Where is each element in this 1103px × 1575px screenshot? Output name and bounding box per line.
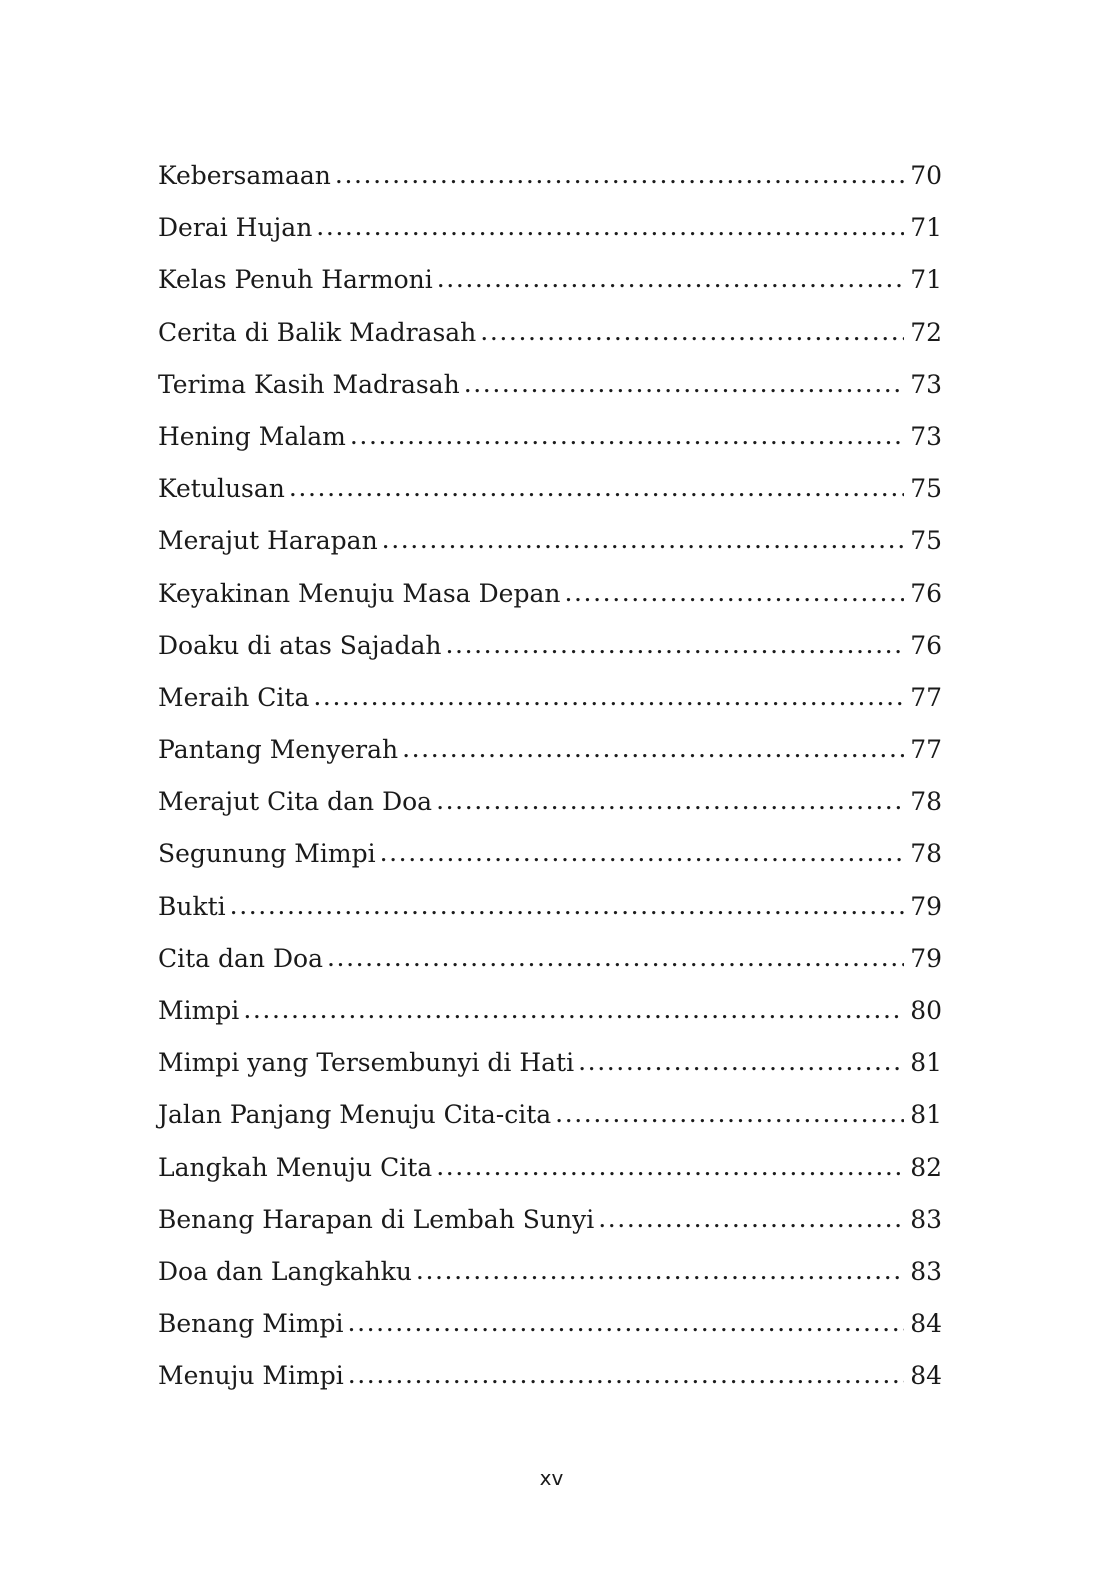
toc-entry-page: 72 [910,317,942,347]
toc-entry [158,202,942,254]
dot-leader [402,723,904,775]
dot-leader [327,932,904,984]
dot-leader [335,149,904,201]
toc-entry [158,828,942,880]
toc-entry-page: 76 [910,630,942,660]
dot-leader [316,201,904,253]
dot-leader [416,1245,904,1297]
toc-entry-title: Cerita di Balik Madrasah [158,317,477,347]
toc-entry [158,881,942,933]
toc-entry-title: Menuju Mimpi [158,1361,344,1391]
toc-entry-title: Cita dan Doa [158,943,323,973]
toc-entry-page: 80 [910,996,942,1025]
toc-entry-title: Merajut Harapan [158,526,378,556]
toc-entry-title: Meraih Cita [158,682,310,712]
dot-leader [382,514,905,566]
toc-entry [158,150,942,202]
toc-entry-title: Langkah Menuju Cita [158,1152,433,1182]
toc-entry [158,1246,942,1298]
dot-leader [445,619,904,671]
toc-entry-page: 82 [910,1152,942,1182]
toc-entry-page: 79 [910,943,942,973]
toc-entry [158,620,942,672]
toc-entry-page: 71 [910,265,942,295]
toc-entry-page: 83 [910,1256,942,1286]
toc-entry [158,1194,942,1246]
toc-entry-page: 78 [910,787,942,817]
toc-entry [158,515,942,567]
toc-entry-page: 84 [910,1309,942,1339]
toc-entry-page: 83 [910,1204,942,1234]
toc-entry-title: Ketulusan [158,474,285,504]
toc-entry-page: 75 [910,526,942,556]
toc-entry-page: 77 [910,735,942,765]
toc-entry-page: 84 [910,1361,942,1391]
dot-leader [564,567,904,619]
toc-entry-page: 75 [910,474,942,504]
dot-leader [578,1036,904,1088]
toc-entry-title: Mimpi [158,996,240,1025]
toc-entry [158,411,942,463]
dot-leader [598,1193,904,1245]
toc-entry [158,1089,942,1141]
toc-entry-page: 77 [910,682,942,712]
toc-entry-title: Merajut Cita dan Doa [158,787,433,817]
dot-leader [348,1349,904,1401]
toc-entry-title: Benang Mimpi [158,1309,344,1339]
toc-entry-title: Jalan Panjang Menuju Cita-cita [158,1100,552,1130]
toc-entry-page: 70 [910,161,942,190]
dot-leader [348,1297,905,1349]
dot-leader [313,671,904,723]
toc-entry-page: 71 [910,213,942,243]
toc-entry [158,307,942,359]
toc-entry [158,672,942,724]
dot-leader [243,984,904,1036]
toc-entry-title: Terima Kasih Madrasah [158,369,460,399]
toc-entry [158,724,942,776]
toc-entry-title: Pantang Menyerah [158,735,399,765]
dot-leader [437,253,904,305]
toc-entry-title: Kelas Penuh Harmoni [158,265,433,295]
toc-entry [158,985,942,1037]
toc-entry-title: Segunung Mimpi [158,839,376,869]
dot-leader [230,880,905,932]
toc-entry [158,1142,942,1194]
toc-entry [158,1350,942,1402]
toc-entry [158,463,942,515]
toc-entry-title: Hening Malam [158,421,346,451]
dot-leader [436,775,904,827]
toc-entry [158,568,942,620]
dot-leader [289,462,904,514]
toc-entry-title: Doa dan Langkahku [158,1256,412,1286]
toc-entry [158,776,942,828]
dot-leader [555,1088,904,1140]
table-of-contents [158,150,942,1403]
toc-entry-page: 73 [910,369,942,399]
dot-leader [380,827,905,879]
dot-leader [464,358,905,410]
dot-leader [436,1141,904,1193]
toc-entry [158,1298,942,1350]
toc-entry-page: 79 [910,891,942,921]
toc-entry-title: Kebersamaan [158,161,331,190]
toc-entry-title: Derai Hujan [158,213,313,243]
toc-entry-title: Bukti [158,891,226,921]
toc-entry-page: 81 [910,1100,942,1130]
toc-entry [158,933,942,985]
toc-entry [158,254,942,306]
dot-leader [480,306,904,358]
toc-entry-page: 78 [910,839,942,869]
toc-entry [158,359,942,411]
toc-entry-title: Doaku di atas Sajadah [158,630,442,660]
dot-leader [350,410,904,462]
toc-entry-page: 76 [910,578,942,608]
toc-entry [158,1037,942,1089]
toc-entry-title: Benang Harapan di Lembah Sunyi [158,1204,595,1234]
toc-entry-title: Keyakinan Menuju Masa Depan [158,578,561,608]
toc-entry-title: Mimpi yang Tersembunyi di Hati [158,1048,575,1078]
page-number: xv [539,1466,564,1490]
toc-entry-page: 81 [910,1048,942,1078]
toc-entry-page: 73 [910,421,942,451]
